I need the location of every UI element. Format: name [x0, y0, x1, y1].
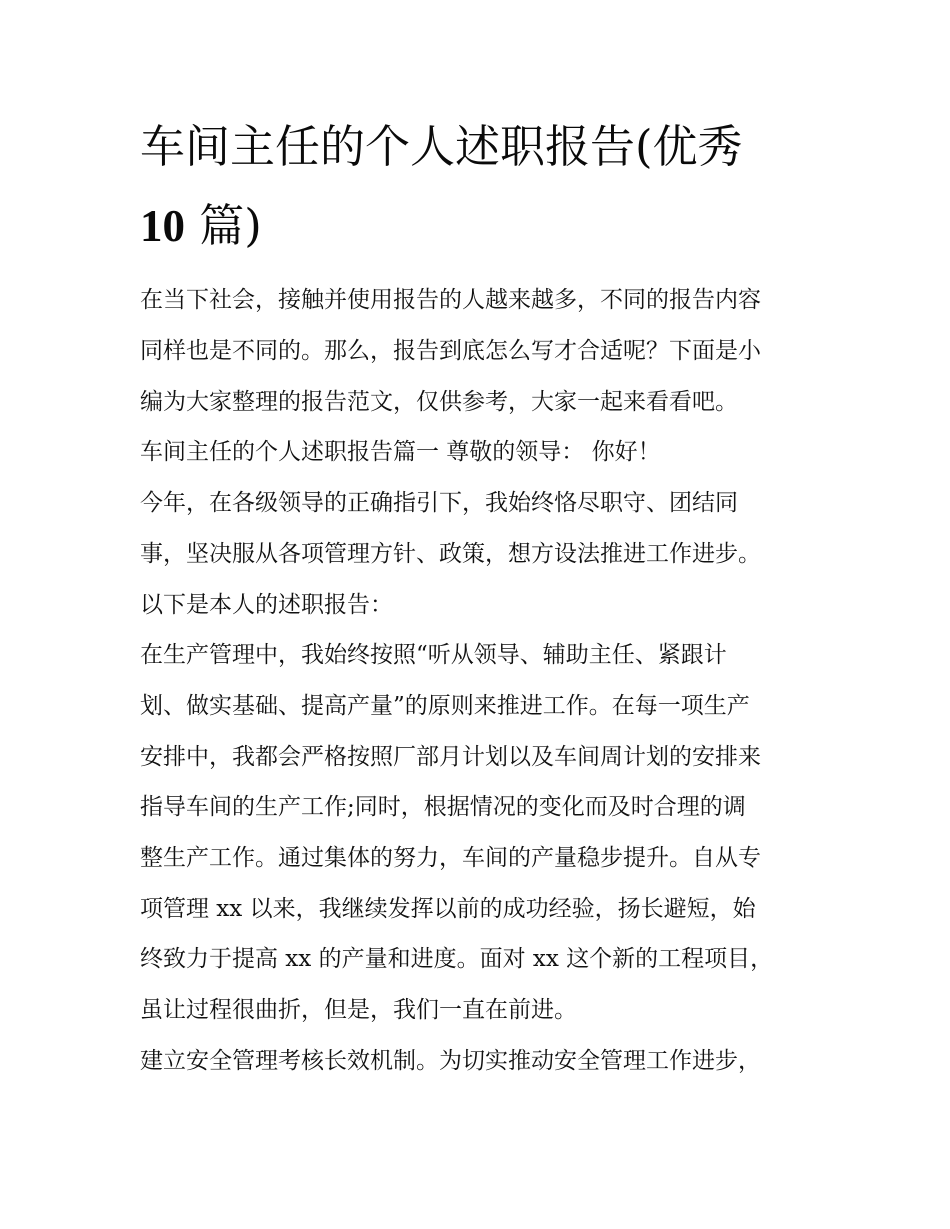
body-line: 项管理 xx 以来，我继续发挥以前的成功经验，扬长避短，始	[140, 896, 756, 922]
body-line: 划、做实基础、提高产量”的原则来推进工作。在每一项生产	[140, 693, 750, 719]
document-title-line-2	[140, 199, 262, 252]
body-line: 建立安全管理考核长效机制。为切实推动安全管理工作进步，	[140, 1048, 761, 1074]
body-line: 整生产工作。通过集体的努力，车间的产量稳步提升。自从专	[140, 845, 761, 871]
body-line: 终致力于提高 xx 的产量和进度。面对 xx 这个新的工程项目，	[140, 946, 774, 972]
document-title-count: 10	[140, 201, 185, 251]
document-title-line-1: 车间主任的个人述职报告(优秀	[140, 120, 743, 173]
body-line: 编为大家整理的报告范文，仅供参考，大家一起来看看吧。	[140, 389, 738, 415]
body-line: 安排中，我都会严格按照厂部月计划以及车间周计划的安排来	[140, 744, 761, 770]
body-line: 在生产管理中，我始终按照“听从领导、辅助主任、紧跟计	[140, 642, 727, 668]
body-line: 在当下社会，接触并使用报告的人越来越多，不同的报告内容	[140, 287, 761, 313]
body-line: 指导车间的生产工作;同时，根据情况的变化而及时合理的调	[140, 794, 746, 820]
body-line: 今年，在各级领导的正确指引下，我始终恪尽职守、团结同	[140, 490, 738, 516]
body-line: 以下是本人的述职报告：	[140, 592, 393, 618]
body-line: 事，坚决服从各项管理方针、政策，想方设法推进工作进步。	[140, 541, 761, 567]
body-line: 同样也是不同的。那么，报告到底怎么写才合适呢？下面是小	[140, 338, 761, 364]
section-heading-line: 车间主任的个人述职报告篇一 尊敬的领导： 你好！	[140, 439, 661, 465]
document-title-suffix: 篇)	[185, 199, 262, 252]
body-line: 虽让过程很曲折，但是，我们一直在前进。	[140, 997, 577, 1023]
